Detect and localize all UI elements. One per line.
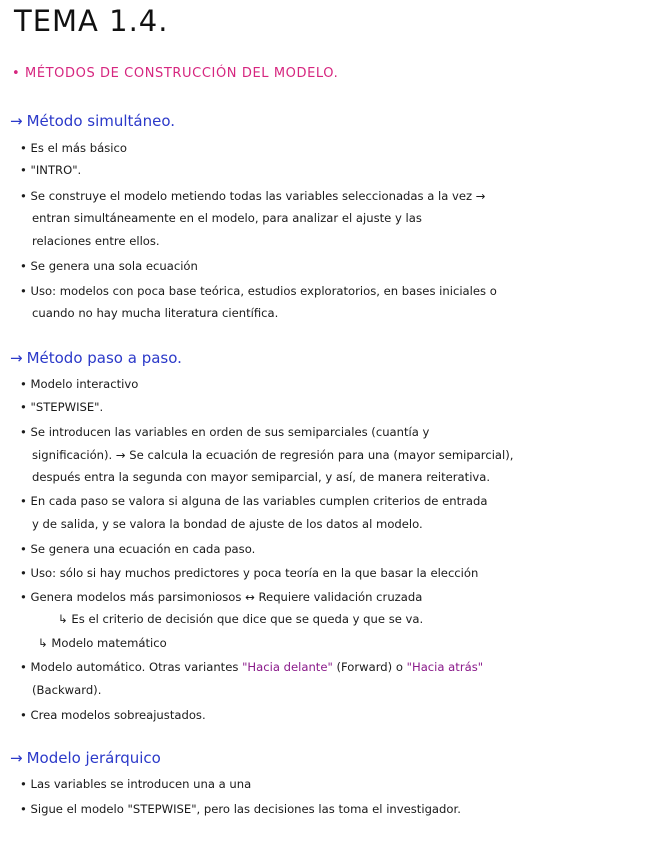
text-line: • Se construye el modelo metiendo todas las variables seleccionadas a la vez →	[20, 189, 486, 203]
text-line: entran simultáneamente en el modelo, para analizar el ajuste y las	[32, 211, 422, 225]
text-line-auto: • Modelo automático. Otras variantes "Hacia delante" (Forward) o "Hacia atrás"	[20, 660, 484, 674]
text-line: • En cada paso se valora si alguna de las variables cumplen criterios de entrada	[20, 494, 488, 508]
text-line: cuando no hay mucha literatura científica.	[32, 306, 279, 320]
text-line: relaciones entre ellos.	[32, 234, 160, 248]
text-line: después entra la segunda con mayor semiparcial, y así, de manera reiterativa.	[32, 470, 491, 484]
text-line: • Modelo interactivo	[20, 377, 139, 391]
arrow-right-icon: →	[10, 112, 23, 130]
text-line: • Se introducen las variables en orden de sus semiparciales (cuantía y	[20, 425, 430, 439]
section-heading-paso: → Método paso a paso.	[10, 349, 182, 367]
text-line: • Uso: sólo si hay muchos predictores y poca teoría en la que basar la elección	[20, 566, 479, 580]
text-line: ↳ Modelo matemático	[38, 636, 167, 650]
text-line: • "STEPWISE".	[20, 400, 104, 414]
arrow-right-icon: →	[10, 349, 23, 367]
text-line: • "INTRO".	[20, 163, 82, 177]
text-line: y de salida, y se valora la bondad de ajuste de los datos al modelo.	[32, 517, 423, 531]
text-line: significación). → Se calcula la ecuación de regresión para una (mayor semiparcial),	[32, 448, 514, 462]
text-line: ↳ Es el criterio de decisión que dice que se queda y que se va.	[58, 612, 424, 626]
text-line: • Uso: modelos con poca base teórica, estudios exploratorios, en bases iniciales o	[20, 284, 497, 298]
text-line: • Las variables se introducen una a una	[20, 777, 252, 791]
text-line: • Genera modelos más parsimoniosos ↔ Requiere validación cruzada	[20, 590, 423, 604]
page-title: TEMA 1.4.	[14, 4, 169, 38]
main-heading: • MÉTODOS DE CONSTRUCCIÓN DEL MODELO.	[12, 66, 339, 81]
text-line: • Se genera una ecuación en cada paso.	[20, 542, 256, 556]
text-line: • Crea modelos sobreajustados.	[20, 708, 206, 722]
text-line: • Se genera una sola ecuación	[20, 259, 198, 273]
section-heading-jerarquico: → Modelo jerárquico	[10, 749, 161, 767]
text-line: (Backward).	[32, 683, 102, 697]
text-line: • Sigue el modelo "STEPWISE", pero las decisiones las toma el investigador.	[20, 802, 461, 816]
text-line: • Es el más básico	[20, 141, 127, 155]
arrow-right-icon: →	[10, 749, 23, 767]
section-heading-simultaneo: → Método simultáneo.	[10, 112, 176, 130]
